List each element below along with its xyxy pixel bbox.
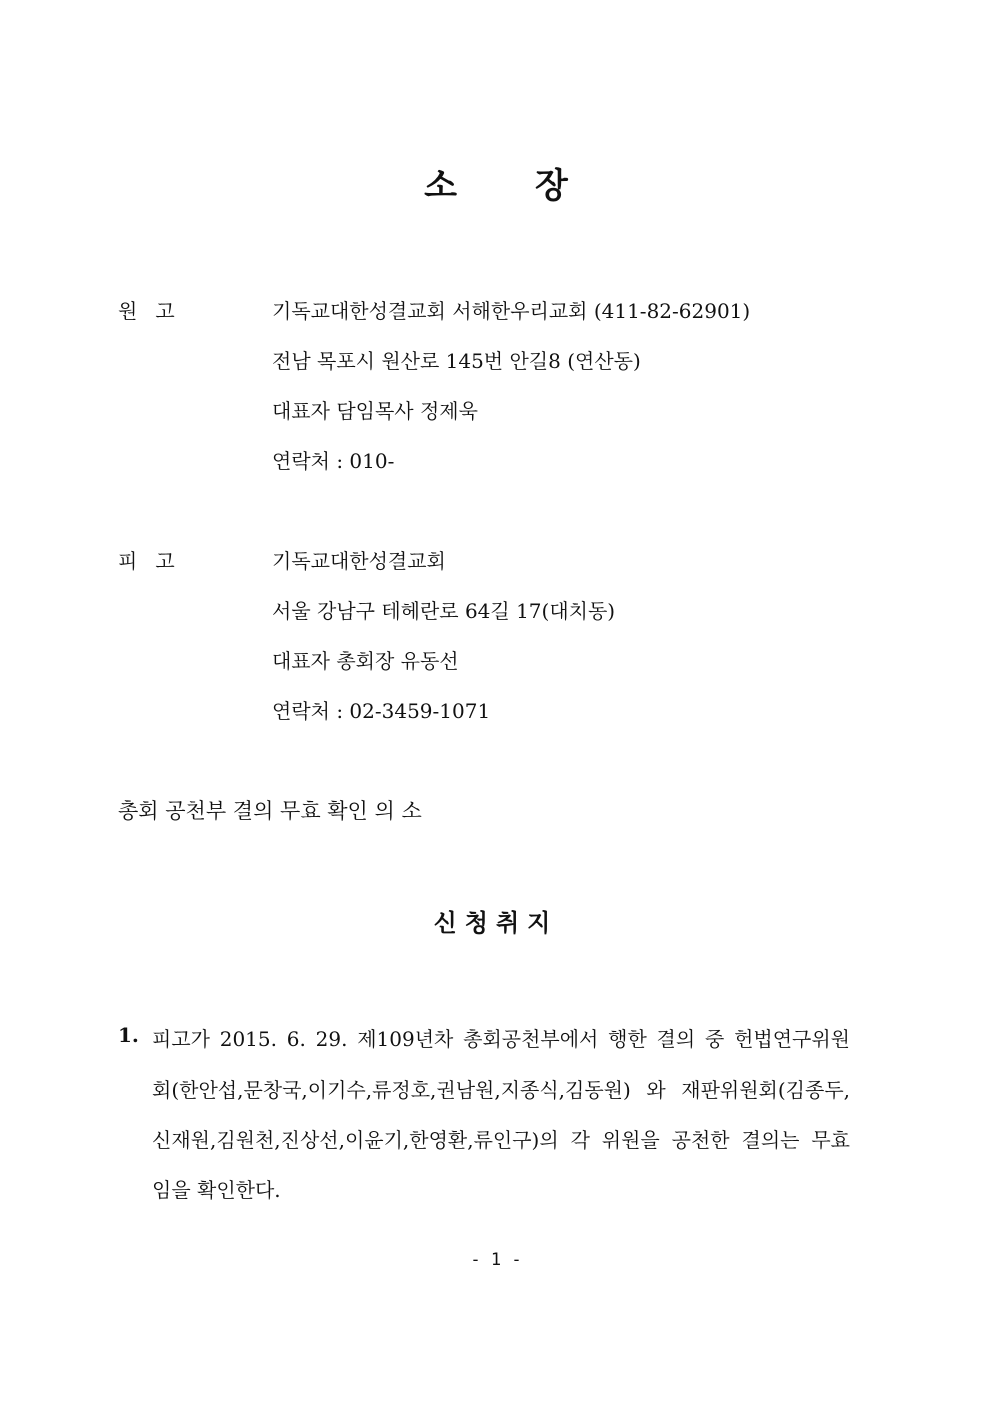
- defendant-contact: 연락처 : 02-3459-1071: [272, 699, 491, 723]
- claim-line: 피고가 2015. 6. 29. 제109년차 총회공천부에서 행한 결의 중 헌법연구위원: [152, 1027, 850, 1051]
- defendant-address: 서울 강남구 테헤란로 64길 17(대치동): [272, 599, 616, 623]
- plaintiff-label: [118, 295, 175, 324]
- title-char-1: 소: [424, 166, 457, 206]
- defendant-label: [118, 545, 175, 574]
- plaintiff-representative: 대표자 담임목사 정제욱: [272, 399, 478, 423]
- plaintiff-label-char-2: 고: [155, 299, 175, 323]
- plaintiff-contact: 연락처 : 010-: [272, 449, 395, 473]
- claim-line: 회(한안섭,문창국,이기수,류정호,권남원,지종식,김동원) 와 재판위원회(김종두,: [152, 1078, 850, 1102]
- plaintiff-label-char-1: 원: [118, 299, 138, 323]
- defendant-label-char-1: 피: [118, 549, 138, 573]
- case-name: 총회 공천부 결의 무효 확인 의 소: [118, 799, 422, 823]
- document-title: [0, 158, 992, 207]
- defendant-label-char-2: 고: [155, 549, 175, 573]
- title-char-2: 장: [535, 166, 568, 206]
- claim-line: 신재원,김원천,진상선,이윤기,한영환,류인구)의 각 위원을 공천한 결의는 무효: [152, 1128, 850, 1152]
- plaintiff-name: 기독교대한성결교회 서해한우리교회 (411-82-62901): [272, 299, 751, 323]
- claim-line: 임을 확인한다.: [152, 1178, 281, 1202]
- plaintiff-address: 전남 목포시 원산로 145번 안길8 (연산동): [272, 349, 641, 373]
- section-heading: 신청취지: [433, 908, 559, 937]
- page-number: - 1 -: [470, 1250, 522, 1270]
- claim-number: 1.: [118, 1023, 139, 1047]
- defendant-name: 기독교대한성결교회: [272, 549, 446, 573]
- defendant-representative: 대표자 총회장 유동선: [272, 649, 459, 673]
